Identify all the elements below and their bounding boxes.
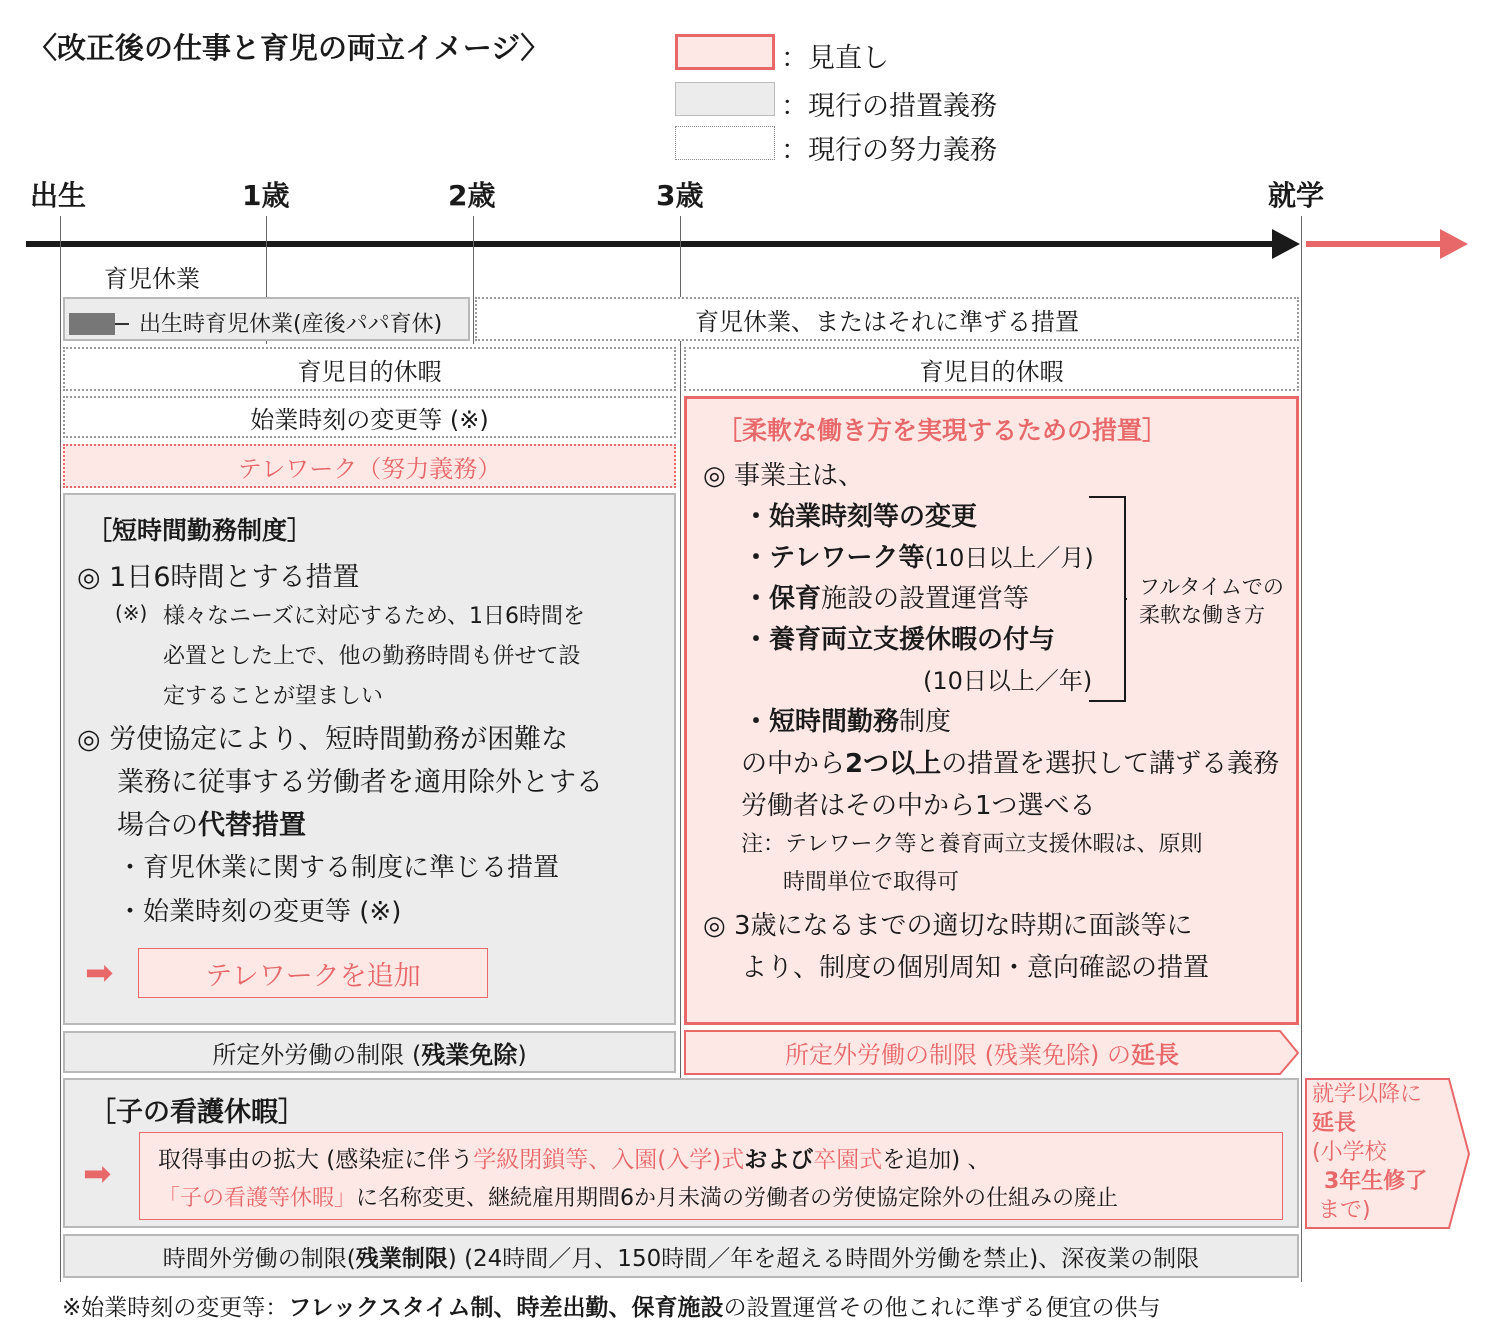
footnote-pre: ※始業時刻の変更等： <box>62 1295 289 1321</box>
nursing-side-line5: まで) <box>1318 1198 1371 1223</box>
page-title: 〈改正後の仕事と育児の両立イメージ〉 <box>28 31 550 65</box>
short-time-item1: ◎ 1日6時間とする措置 <box>77 562 360 593</box>
guide-school <box>1301 216 1302 1282</box>
overtime-right-bold: 延長 <box>1130 1040 1179 1069</box>
short-time-item2-line1: ◎ 労使協定により、短時間勤務が困難な <box>77 724 569 755</box>
overtime-left-text <box>212 1035 526 1070</box>
purpose-leave-right-text: 育児目的休暇 <box>919 357 1064 386</box>
short-time-heading: ［短時間勤務制度］ <box>87 516 313 545</box>
short-time-item2-line3-bold: 代替措置 <box>198 810 306 841</box>
overtime-left-pre: 所定外労働の制限 ( <box>212 1040 422 1069</box>
flexible-box <box>684 396 1299 1025</box>
flexible-select-bold: 2つ以上 <box>845 749 942 779</box>
flexible-bracket <box>1087 495 1127 705</box>
nursing-line2-a: 「子の看護等休暇」 <box>158 1186 357 1211</box>
birth-leave-text: 出生時育児休業(産後パパ育休) <box>139 312 443 337</box>
nursing-box <box>63 1078 1299 1228</box>
legend-label-obligation: ：現行の措置義務 <box>781 91 997 122</box>
nursing-line1-d: 卒園式 <box>813 1147 883 1173</box>
nursing-line2-b: に名称変更、継続雇用期間6か月未満の労働者の労使協定除外の仕組みの廃止 <box>356 1186 1119 1211</box>
nursing-side-line2: 延長 <box>1312 1111 1357 1136</box>
nursing-line1 <box>158 1141 991 1174</box>
add-telework-arrow-icon: ➡ <box>85 953 114 993</box>
flexible-note-line2: 時間単位で取得可 <box>783 870 960 895</box>
legend <box>675 32 1075 166</box>
nursing-line1-e: を追加) 、 <box>882 1147 991 1173</box>
overtime-right-text <box>785 1035 1179 1070</box>
guide-age3 <box>680 216 681 1078</box>
nursing-arrow-icon: ➡ <box>83 1154 112 1194</box>
flexible-heading: ［柔軟な働き方を実現するための措置］ <box>717 416 1168 445</box>
childcare-leave-label: 育児休業 <box>104 265 200 293</box>
purpose-leave-right-box <box>684 347 1299 391</box>
timeline-birth: 出生 <box>30 179 87 212</box>
add-telework-text: テレワークを追加 <box>205 960 421 992</box>
flexible-choose-one: 労働者はその中から1つ選べる <box>741 791 1096 821</box>
time-limit-box <box>63 1234 1299 1278</box>
start-time-change-text: 始業時刻の変更等 (※) <box>250 405 489 434</box>
short-time-item2-line2: 業務に従事する労働者を適用除外とする <box>117 767 603 798</box>
flexible-note-line1: 注：テレワーク等と養育両立支援休暇は、原則 <box>741 832 1203 857</box>
legend-label-effort: ：現行の努力義務 <box>781 135 997 166</box>
short-time-note-line3: 定することが望ましい <box>163 684 384 709</box>
nursing-heading: ［子の看護休暇］ <box>89 1097 305 1128</box>
nursing-side-line4: 3年生修了 <box>1324 1169 1428 1194</box>
flexible-opt2-bold: ・テレワーク等 <box>743 543 925 573</box>
overtime-right-box <box>684 1031 1280 1073</box>
short-time-item2-line3 <box>117 803 306 842</box>
short-time-item2-line3-pre: 場合の <box>117 810 198 841</box>
flexible-opt5 <box>743 701 951 738</box>
legend-swatch-revision <box>675 34 775 70</box>
telework-effort-box <box>63 444 676 488</box>
nursing-side-text <box>1312 1080 1427 1225</box>
flexible-opt3-rest: 施設の設置運営等 <box>821 584 1030 614</box>
add-telework-box <box>138 948 488 998</box>
nursing-side-line3: (小学校 <box>1312 1140 1387 1165</box>
birth-leave-box <box>63 297 470 341</box>
footnote-bold: フレックスタイム制、時差出勤、保育施設 <box>288 1295 724 1321</box>
purpose-leave-left-text: 育児目的休暇 <box>297 357 442 386</box>
flexible-opt4: ・養育両立支援休暇の付与 <box>743 625 1056 655</box>
nursing-detail-box <box>139 1132 1283 1220</box>
nursing-line2 <box>158 1181 1118 1212</box>
flexible-bracket-label-line1: フルタイムでの <box>1139 575 1284 599</box>
flexible-opt4-sub: (10日以上／年) <box>923 667 1093 695</box>
flexible-opt5-bold: ・短時間勤務 <box>743 707 900 737</box>
short-time-box <box>63 493 676 1025</box>
flexible-opt3-bold: ・保育 <box>743 584 822 614</box>
leave-equivalent-box <box>475 297 1299 341</box>
short-time-note-mark: (※) <box>115 601 148 625</box>
time-limit-bold: 残業制限 <box>355 1245 448 1272</box>
nursing-line1-a: 取得事由の拡大 (感染症に伴う <box>158 1147 474 1173</box>
start-time-change-box <box>63 396 676 438</box>
time-limit-post: ) (24時間／月、150時間／年を超える時間外労働を禁止)、深夜業の制限 <box>447 1245 1200 1272</box>
timeline-age1: 1歳 <box>242 179 290 212</box>
time-limit-pre: 時間外労働の制限( <box>162 1245 356 1272</box>
short-time-sub1: ・育児休業に関する制度に準じる措置 <box>117 853 560 883</box>
timeline-arrow <box>0 226 1493 266</box>
birth-leave-mark-line <box>115 323 129 325</box>
nursing-line1-c: および <box>744 1147 814 1173</box>
overtime-left-box <box>63 1031 676 1073</box>
overtime-left-post: ) <box>517 1040 527 1069</box>
short-time-note-line1: 様々なニーズに対応するため、1日6時間を <box>163 604 586 629</box>
legend-swatch-effort <box>675 126 775 160</box>
legend-swatch-obligation <box>675 82 775 116</box>
flexible-opt1: ・始業時刻等の変更 <box>743 502 978 532</box>
timeline-age2: 2歳 <box>448 179 496 212</box>
flexible-opt3 <box>743 578 1029 615</box>
flexible-bracket-label-line2: 柔軟な働き方 <box>1139 603 1265 627</box>
flexible-select-pre: の中から <box>741 749 846 779</box>
flexible-select <box>741 743 1279 780</box>
nursing-line1-b: 学級閉鎖等、入園(入学)式 <box>473 1147 745 1173</box>
legend-label-revision: ：見直し <box>781 43 889 74</box>
overtime-left-bold: 残業免除 <box>421 1040 518 1069</box>
timeline-school: 就学 <box>1268 179 1325 212</box>
birth-leave-mark <box>69 313 115 335</box>
flexible-select-post: の措置を選択して講ずる義務 <box>941 749 1280 779</box>
short-time-note-line2: 必置とした上で、他の勤務時間も併せて設 <box>163 644 581 669</box>
guide-age2 <box>473 216 474 344</box>
nursing-side-line1: 就学以降に <box>1312 1082 1423 1107</box>
flexible-opt2 <box>743 537 1094 574</box>
flexible-interview-line2: より、制度の個別周知・意向確認の措置 <box>741 953 1210 983</box>
timeline-age3: 3歳 <box>656 179 704 212</box>
leave-equivalent-text: 育児休業、またはそれに準ずる措置 <box>695 307 1079 336</box>
overtime-right-pre: 所定外労働の制限 (残業免除) の <box>785 1040 1131 1069</box>
time-limit-text <box>163 1240 1199 1273</box>
footnote <box>62 1289 1160 1322</box>
flexible-opt5-rest: 制度 <box>899 707 952 737</box>
purpose-leave-left-box <box>63 347 676 391</box>
flexible-employer: ◎ 事業主は、 <box>703 461 864 491</box>
flexible-opt2-rest: (10日以上／月) <box>924 544 1094 572</box>
short-time-sub2: ・始業時刻の変更等 (※) <box>117 897 402 927</box>
flexible-interview-line1: ◎ 3歳になるまでの適切な時期に面談等に <box>703 911 1193 941</box>
telework-effort-text: テレワーク（努力義務） <box>237 454 502 483</box>
footnote-post: の設置運営その他これに準ずる便宜の供与 <box>723 1295 1161 1321</box>
guide-birth <box>60 216 61 1282</box>
